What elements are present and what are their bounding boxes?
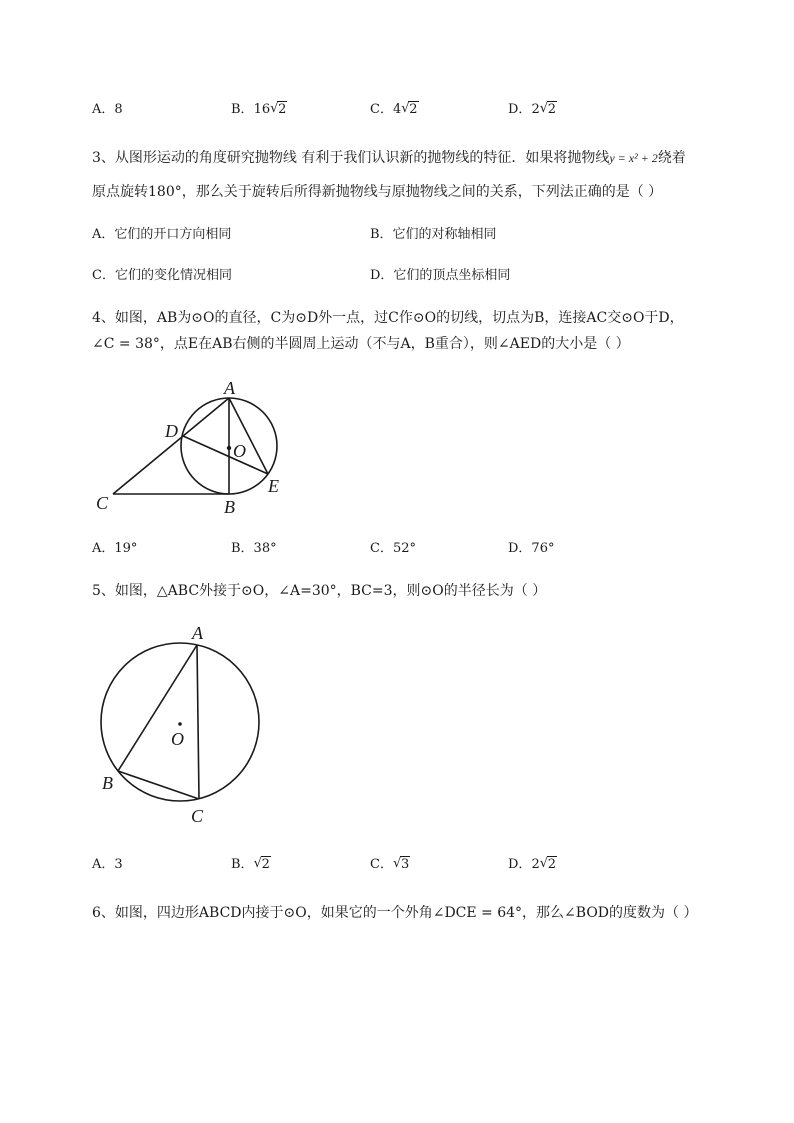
option-letter: A． <box>92 857 115 872</box>
q4-option-b: B．38° <box>231 541 277 556</box>
q3-option-a: A．它们的开口方向相同 <box>92 227 232 242</box>
radical: √ 2 <box>539 101 556 117</box>
q5-option-b <box>231 855 271 875</box>
q5-option-c <box>370 855 410 875</box>
radicand: 2 <box>261 857 270 872</box>
q5-circle <box>101 643 259 801</box>
radicand: 3 <box>400 857 410 872</box>
q4-label-b: B <box>224 497 235 517</box>
q4-label-d: D <box>165 421 178 441</box>
q4-segment-de <box>183 436 268 474</box>
q3-formula: y = x² + 2 <box>609 151 658 165</box>
q4-secant-ca <box>113 398 229 494</box>
option-value: 8 <box>114 102 123 117</box>
q5-stem-line1: 5、如图，△ABC外接于⊙O，∠A=30°，BC=3，则⊙O的半径长为（ ） <box>92 583 547 599</box>
q5-side-ab <box>118 645 197 771</box>
option-coef: 4 <box>392 102 402 117</box>
radical: √ 2 <box>401 101 418 117</box>
radical: √ 3 <box>392 856 410 872</box>
q4-label-o: O <box>233 441 246 461</box>
option-coef: 16 <box>253 102 271 117</box>
option-letter: B． <box>231 102 254 117</box>
q5-option-d <box>508 855 557 875</box>
radicand: 2 <box>278 102 287 117</box>
q5-side-bc <box>118 771 199 799</box>
q3-option-b: B．它们的对称轴相同 <box>370 227 497 242</box>
option-coef: 2 <box>531 102 540 117</box>
q4-label-c: C <box>96 493 109 513</box>
q4-option-a: A．19° <box>92 541 138 556</box>
option-value: 3 <box>114 857 123 872</box>
option-coef: 2 <box>531 857 540 872</box>
q4-option-d: D．76° <box>508 541 555 556</box>
option-letter: D． <box>508 102 532 117</box>
q6-stem-line1: 6、如图，四边形ABCD内接于⊙O，如果它的一个外角∠DCE = 64°，那么∠BOD的度数为（ ） <box>92 905 698 921</box>
q4-segment-ae <box>229 398 268 474</box>
radicand: 2 <box>547 857 556 872</box>
radicand: 2 <box>547 102 556 117</box>
radical: √ 2 <box>270 101 287 117</box>
q5-option-a <box>92 855 123 875</box>
q4-stem-line1: 4、如图，AB为⊙O的直径，C为⊙D外一点，过C作⊙O的切线，切点为B，连接AC交⊙O于D， <box>92 310 684 326</box>
radicand: 2 <box>409 102 418 117</box>
q4-option-c: C．52° <box>370 541 416 556</box>
option-letter: A． <box>92 102 115 117</box>
option-letter: C． <box>370 857 393 872</box>
q5-label-b: B <box>102 773 113 793</box>
q5-center-dot <box>178 722 182 726</box>
option-letter: B． <box>231 857 254 872</box>
q5-label-o: O <box>171 729 184 749</box>
q5-label-a: A <box>192 623 203 643</box>
q3-text: 3、从图形运动的角度研究抛物线 有利于我们认识新的抛物线的特征．如果将抛物线 <box>92 150 610 166</box>
q4-label-a: A <box>224 378 235 398</box>
q3-text-end: 绕着 <box>657 150 686 166</box>
q3-option-d: D．它们的顶点坐标相同 <box>370 268 511 283</box>
q3-option-c: C．它们的变化情况相同 <box>92 268 232 283</box>
q3-stem-line2: 原点旋转180°，那么关于旋转后所得新抛物线与原抛物线之间的关系，下列法正确的是（ ） <box>92 184 663 200</box>
q4-label-e: E <box>268 476 279 496</box>
q5-label-c: C <box>191 806 204 826</box>
option-letter: C． <box>370 102 393 117</box>
q5-side-ac <box>197 645 199 799</box>
q4-stem-line2: ∠C = 38°，点E在AB右侧的半圆周上运动（不与A，B重合），则∠AED的大小是（ ） <box>92 336 630 352</box>
radical: √ 2 <box>539 856 556 872</box>
radical: √ 2 <box>253 856 270 872</box>
option-letter: D． <box>508 857 532 872</box>
q4-center-dot <box>227 446 231 450</box>
